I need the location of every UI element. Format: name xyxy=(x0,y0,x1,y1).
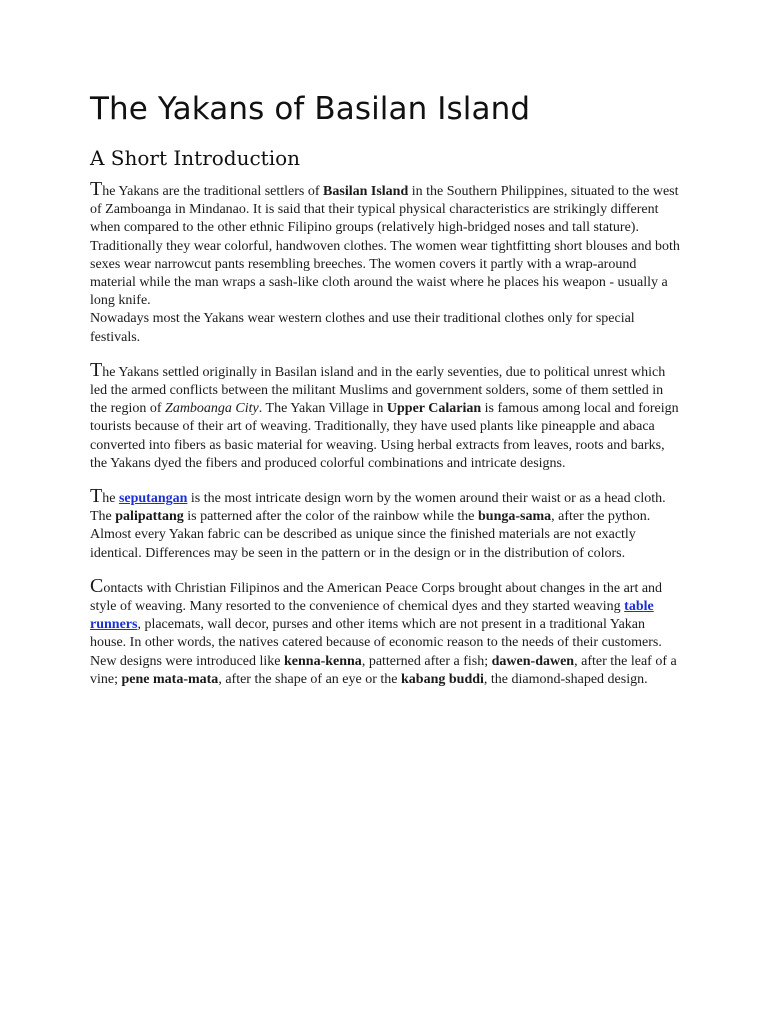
bold-term: bunga-sama xyxy=(478,509,552,525)
page-subtitle: A Short Introduction xyxy=(90,146,301,170)
bold-term: Upper Calarian xyxy=(386,401,482,417)
paragraph-intro xyxy=(90,180,680,347)
paragraph-designs xyxy=(90,487,680,563)
drop-cap: T xyxy=(90,178,103,200)
table-runners-link[interactable]: table runners xyxy=(90,599,654,633)
paragraph-changes-text: Contacts with Christian Filipinos and the American Peace Corps brought about changes in the art and style of weaving. Many resorted to the convenience of chemical dyes and they started weaving table runners, placemats, wall decor, purses and other items which are not present in a traditional Yakan house. In other words, the natives catered because of economic reason to the needs of their customers. New designs were introduced like kenna-kenna, patterned after a fish; dawen-dawen, after the leaf of a vine; pene mata-mata, after the shape of an eye or the kabang buddi, the diamond-shaped design. xyxy=(90,574,677,687)
italic-place: Zamboanga City xyxy=(165,401,259,417)
paragraph-history-text: The Yakans settled originally in Basilan island and in the early seventies, due to political unrest which led the armed conflicts between the militant Muslims and government solders, some of them settled in the region of Zamboanga City. The Yakan Village in Upper Calarian is famous among local and foreign tourists because of their art of weaving. Traditionally, they have used plants like pineapple and abaca converted into fibers as basic material for weaving. Using herbal extracts from leaves, roots and barks, the Yakans dyed the fibers and produced colorful combinations and intricate designs. xyxy=(90,358,679,471)
seputangan-link[interactable]: seputangan xyxy=(118,491,188,507)
paragraph-intro-continued: Nowadays most the Yakans wear western clothes and use their traditional clothes only for special festivals. xyxy=(90,311,635,345)
bold-term: kenna-kenna xyxy=(284,653,362,669)
bold-term: kabang buddi xyxy=(401,671,484,687)
page-title: The Yakans of Basilan Island xyxy=(90,91,531,127)
paragraph-designs-text: The seputangan is the most intricate design worn by the women around their waist or as a head cloth. The palipattang is patterned after the color of the rainbow while the bunga-sama, after the python. Almost every Yakan fabric can be described as unique since the finished materials are not exactly identical. Differences may be seen in the pattern or in the design or in the distribution of colors. xyxy=(90,485,666,561)
drop-cap: T xyxy=(90,485,103,508)
bold-term: pene mata-mata xyxy=(121,671,219,687)
paragraph-changes xyxy=(90,574,680,689)
bold-term: palipattang xyxy=(115,509,184,525)
bold-term: dawen-dawen xyxy=(491,653,575,669)
drop-cap: T xyxy=(90,358,103,381)
document-page xyxy=(90,88,680,703)
paragraph-intro-text: The Yakans are the traditional settlers of Basilan Island in the Southern Philippines, situated to the west of Zamboanga in Mindanao. It is said that their typical physical characteristics are strikingly different when compared to the other ethnic Filipino groups (relatively high-bridged noses and tall stature). Traditionally they wear colorful, handwoven clothes. The women wear tightfitting short blouses and both sexes wear narrowcut pants resembling breeches. The women covers it partly with a wrap-around material while the man wraps a sash-like cloth around the waist where he places his weapon - usually a long knife. xyxy=(90,178,680,309)
paragraph-history xyxy=(90,358,680,473)
drop-cap: C xyxy=(90,574,104,597)
bold-term: Basilan Island xyxy=(323,184,409,199)
